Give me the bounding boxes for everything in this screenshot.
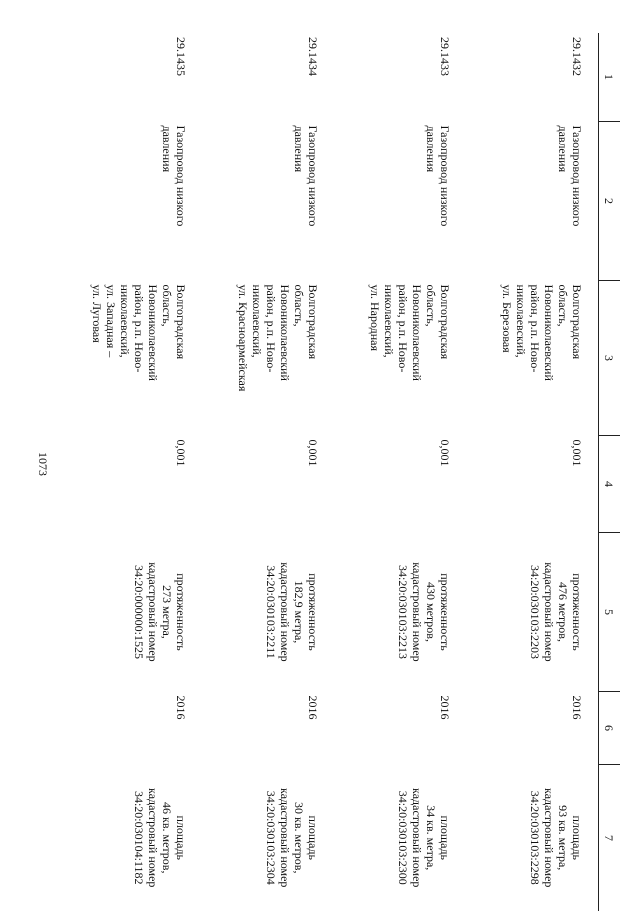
row-address	[334, 281, 466, 436]
address-line: район, р.п. Ново-	[132, 285, 146, 432]
registry-sheet	[100, 33, 620, 849]
address-line: Новониколаевский	[146, 285, 160, 432]
address-line: николаевский,	[514, 285, 528, 432]
row-year: 2016	[334, 692, 466, 765]
row-name	[466, 122, 599, 281]
row-area	[70, 765, 202, 911]
area-line: 34:20:030104:1182	[132, 769, 146, 908]
header-col-7: 7	[599, 765, 621, 911]
name-line: Газопровод низкого	[570, 126, 584, 277]
table-row	[70, 33, 202, 911]
address-line: николаевский,	[118, 285, 132, 432]
header-col-1: 1	[599, 33, 621, 122]
address-line: Новониколаевский	[542, 285, 556, 432]
row-value: 0,001	[70, 436, 202, 533]
characteristics-line: кадастровый номер	[278, 537, 292, 688]
header-col-3: 3	[599, 281, 621, 436]
characteristics-line: 476 метров,	[556, 537, 570, 688]
row-name	[202, 122, 334, 281]
characteristics-line: протяженность	[306, 537, 320, 688]
address-line: Волгоградская	[570, 285, 584, 432]
row-name	[334, 122, 466, 281]
row-id: 29.1435	[70, 33, 202, 122]
address-line: ул. Луговая	[90, 285, 104, 432]
area-line: площадь	[174, 769, 188, 908]
address-line: Новониколаевский	[278, 285, 292, 432]
name-line: давления	[160, 126, 174, 277]
table-header-row	[599, 33, 621, 911]
address-line: Волгоградская	[174, 285, 188, 432]
address-line: область,	[292, 285, 306, 432]
table-row	[202, 33, 334, 911]
name-line: Газопровод низкого	[306, 126, 320, 277]
characteristics-line: 34:20:030103:2213	[396, 537, 410, 688]
name-line: давления	[292, 126, 306, 277]
characteristics-line: 34:20:030103:2203	[528, 537, 542, 688]
area-line: 34 кв. метра,	[424, 769, 438, 908]
area-line: 34:20:030103:2300	[396, 769, 410, 908]
row-address	[202, 281, 334, 436]
area-line: 93 кв. метра,	[556, 769, 570, 908]
row-area	[202, 765, 334, 911]
row-year: 2016	[466, 692, 599, 765]
address-line: район, р.п. Ново-	[528, 285, 542, 432]
characteristics-line: протяженность	[438, 537, 452, 688]
name-line: давления	[424, 126, 438, 277]
row-id: 29.1434	[202, 33, 334, 122]
address-line: николаевский,	[382, 285, 396, 432]
name-line: Газопровод низкого	[438, 126, 452, 277]
row-value: 0,001	[466, 436, 599, 533]
address-line: Волгоградская	[306, 285, 320, 432]
characteristics-line: 34:20:030103:2211	[264, 537, 278, 688]
address-line: район, р.п. Ново-	[396, 285, 410, 432]
row-name	[70, 122, 202, 281]
characteristics-line: протяженность	[570, 537, 584, 688]
address-line: Новониколаевский	[410, 285, 424, 432]
area-line: 46 кв. метров,	[160, 769, 174, 908]
row-id: 29.1433	[334, 33, 466, 122]
characteristics-line: кадастровый номер	[542, 537, 556, 688]
row-value: 0,001	[334, 436, 466, 533]
area-line: кадастровый номер	[542, 769, 556, 908]
address-line: Волгоградская	[438, 285, 452, 432]
row-year: 2016	[202, 692, 334, 765]
row-characteristics	[334, 533, 466, 692]
row-address	[70, 281, 202, 436]
characteristics-line: 430 метров,	[424, 537, 438, 688]
row-characteristics	[202, 533, 334, 692]
area-line: кадастровый номер	[410, 769, 424, 908]
row-area	[466, 765, 599, 911]
row-address	[466, 281, 599, 436]
address-line: николаевский,	[250, 285, 264, 432]
row-id: 29.1432	[466, 33, 599, 122]
address-line: ул. Западная –	[104, 285, 118, 432]
header-col-6: 6	[599, 692, 621, 765]
characteristics-line: кадастровый номер	[410, 537, 424, 688]
row-value: 0,001	[202, 436, 334, 533]
area-line: площадь	[570, 769, 584, 908]
characteristics-line: 182,9 метра,	[292, 537, 306, 688]
name-line: Газопровод низкого	[174, 126, 188, 277]
characteristics-line: 34:20:000000:1525	[132, 537, 146, 688]
area-line: кадастровый номер	[278, 769, 292, 908]
characteristics-line: кадастровый номер	[146, 537, 160, 688]
address-line: область,	[160, 285, 174, 432]
area-line: 30 кв. метров,	[292, 769, 306, 908]
registry-table	[70, 33, 620, 911]
table-row	[466, 33, 599, 911]
address-line: область,	[424, 285, 438, 432]
characteristics-line: протяженность	[174, 537, 188, 688]
table-row	[334, 33, 466, 911]
address-line: ул. Народная	[368, 285, 382, 432]
area-line: площадь	[438, 769, 452, 908]
header-col-4: 4	[599, 436, 621, 533]
page-number: 1073	[35, 452, 50, 476]
area-line: 34:20:030103:2298	[528, 769, 542, 908]
row-characteristics	[466, 533, 599, 692]
row-characteristics	[70, 533, 202, 692]
address-line: ул. Березовая	[500, 285, 514, 432]
header-col-5: 5	[599, 533, 621, 692]
area-line: 34:20:030103:2304	[264, 769, 278, 908]
area-line: площадь	[306, 769, 320, 908]
area-line: кадастровый номер	[146, 769, 160, 908]
header-col-2: 2	[599, 122, 621, 281]
address-line: ул. Красноармейская	[236, 285, 250, 432]
row-year: 2016	[70, 692, 202, 765]
address-line: район, р.п. Ново-	[264, 285, 278, 432]
characteristics-line: 273 метра,	[160, 537, 174, 688]
address-line: область,	[556, 285, 570, 432]
row-area	[334, 765, 466, 911]
name-line: давления	[556, 126, 570, 277]
